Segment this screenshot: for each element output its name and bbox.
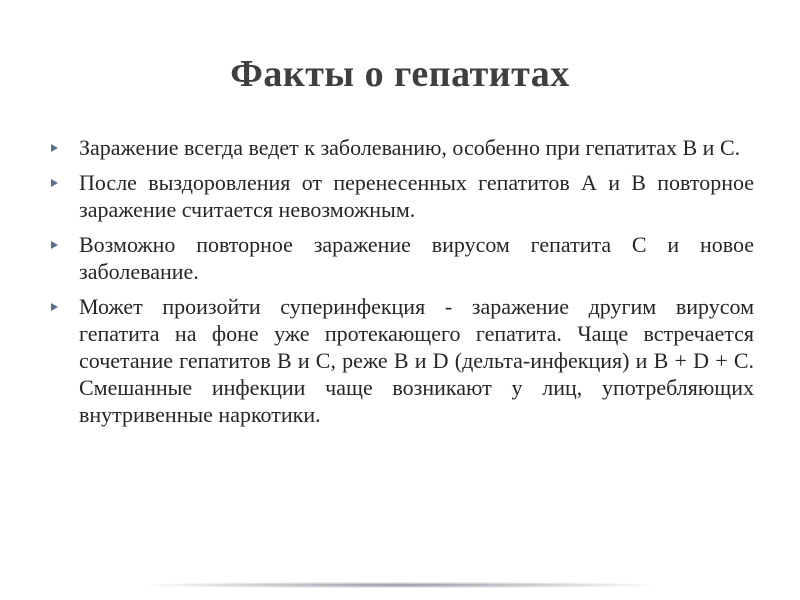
bullet-triangle-icon (51, 144, 58, 152)
bullet-list (50, 134, 754, 436)
bullet-item (50, 169, 754, 223)
bullet-item (50, 293, 754, 428)
bullet-triangle-icon (51, 303, 58, 311)
slide-title: Факты о гепатитах (230, 53, 570, 95)
bullet-text: Может произойти суперинфекция - заражение другим вирусом гепатита на фоне уже протекающего гепатита. Чаще встречается сочетание гепатитов В и С, реже В и D (дельта-инфекция) и В + D + C. Смешанные инфекции чаще возникают у лиц, употребляющих внутривенные наркотики. (79, 294, 754, 427)
bullet-text: После выздоровления от перенесенных гепатитов А и В повторное заражение считается невозможным. (79, 170, 754, 222)
bullet-triangle-icon (51, 241, 58, 249)
bullet-item (50, 134, 754, 161)
bottom-shadow-divider (150, 582, 650, 588)
bullet-triangle-icon (51, 179, 58, 187)
bullet-item (50, 231, 754, 285)
bullet-text: Возможно повторное заражение вирусом гепатита С и новое заболевание. (79, 232, 754, 284)
bullet-text: Заражение всегда ведет к заболеванию, особенно при гепатитах В и С. (79, 135, 741, 160)
